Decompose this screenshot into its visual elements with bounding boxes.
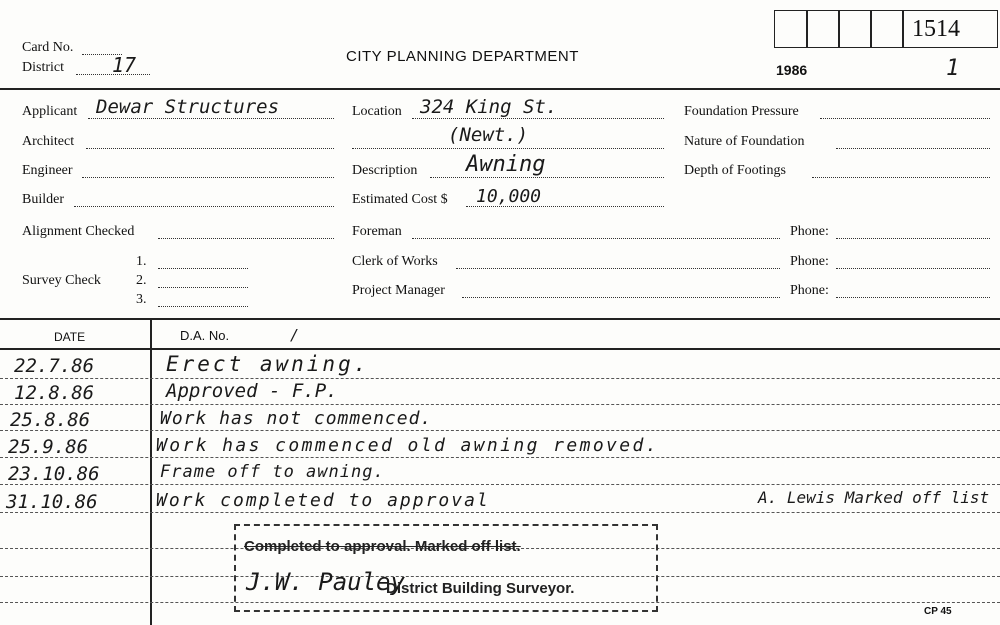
header-rule — [0, 88, 1000, 90]
stamp-completed-text: Completed to approval. Marked off list. — [244, 538, 521, 555]
log-text: Work has commenced old awning removed. — [156, 435, 660, 456]
depth-label: Depth of Footings — [684, 163, 786, 178]
phone-dots-3 — [836, 297, 990, 298]
log-header-rule — [0, 348, 1000, 350]
district-value: 17 — [112, 53, 137, 77]
location-dots — [412, 118, 664, 119]
log-text: Approved - F.P. — [166, 380, 338, 402]
location-value-2: (Newt.) — [448, 124, 529, 146]
cost-value: 10,000 — [476, 186, 542, 207]
location-value: 324 King St. — [420, 96, 558, 118]
log-row-line — [0, 484, 1000, 485]
log-row-line — [0, 378, 1000, 379]
survey-3: 3. — [136, 292, 147, 307]
log-date: 12.8.86 — [14, 382, 95, 404]
completion-stamp — [234, 524, 658, 612]
cost-label: Estimated Cost $ — [352, 192, 448, 207]
phone-dots-2 — [836, 268, 990, 269]
foundation-pressure-label: Foundation Pressure — [684, 104, 799, 119]
applicant-label: Applicant — [22, 104, 78, 119]
log-row-line — [0, 512, 1000, 513]
box-divider — [806, 10, 808, 48]
depth-dots — [812, 177, 990, 178]
log-date: 23.10.86 — [8, 463, 100, 485]
log-text: Frame off to awning. — [160, 462, 385, 482]
alignment-label: Alignment Checked — [22, 224, 135, 239]
survey-1: 1. — [136, 254, 147, 269]
surveyor-signature: J.W. Pauley — [246, 568, 405, 596]
description-value: Awning — [466, 152, 546, 177]
applicant-dots — [88, 118, 334, 119]
applicant-value: Dewar Structures — [96, 96, 280, 118]
department-title: CITY PLANNING DEPARTMENT — [346, 48, 579, 65]
card-no-label: Card No. — [22, 40, 74, 55]
foundation-pressure-dots — [820, 118, 990, 119]
location-dots-2 — [352, 148, 664, 149]
year: 1986 — [776, 62, 808, 78]
nature-label: Nature of Foundation — [684, 134, 805, 149]
clerk-label: Clerk of Works — [352, 254, 438, 269]
log-text: Erect awning. — [166, 352, 370, 376]
clerk-dots — [456, 268, 780, 269]
da-header: D.A. No. — [180, 328, 230, 343]
log-text: Work has not commenced. — [160, 408, 433, 429]
foreman-dots — [412, 238, 780, 239]
date-header: DATE — [54, 330, 86, 344]
box-divider — [902, 10, 904, 48]
log-row-line — [0, 430, 1000, 431]
survey-1-dots — [158, 268, 248, 269]
box-divider — [870, 10, 872, 48]
card-mark: 1 — [946, 56, 960, 81]
log-date: 25.8.86 — [10, 409, 91, 431]
da-value: / — [290, 326, 300, 344]
description-dots — [430, 177, 664, 178]
box-divider — [838, 10, 840, 48]
architect-label: Architect — [22, 134, 75, 149]
card-number: 1514 — [912, 16, 960, 42]
survey-2: 2. — [136, 273, 147, 288]
log-row-line — [0, 404, 1000, 405]
engineer-dots — [82, 177, 334, 178]
foreman-label: Foreman — [352, 224, 402, 239]
pm-label: Project Manager — [352, 283, 445, 298]
phone-label-3: Phone: — [790, 283, 829, 298]
log-date: 31.10.86 — [6, 491, 98, 513]
alignment-dots — [158, 238, 334, 239]
phone-label-2: Phone: — [790, 254, 829, 269]
stamp-surveyor-title: District Building Surveyor. — [386, 580, 575, 597]
card-number-box — [774, 10, 998, 48]
description-label: Description — [352, 163, 418, 178]
form-code: CP 45 — [924, 606, 952, 617]
log-column-divider — [150, 320, 152, 625]
survey-3-dots — [158, 306, 248, 307]
phone-dots-1 — [836, 238, 990, 239]
survey-label: Survey Check — [22, 273, 101, 288]
pm-dots — [462, 297, 780, 298]
log-date: 22.7.86 — [14, 355, 95, 377]
builder-dots — [74, 206, 334, 207]
log-text: Work completed to approval — [156, 490, 490, 511]
log-date: 25.9.86 — [8, 436, 89, 458]
nature-dots — [836, 148, 990, 149]
engineer-label: Engineer — [22, 163, 73, 178]
completion-signature-note: A. Lewis Marked off list — [758, 488, 990, 507]
phone-label-1: Phone: — [790, 224, 829, 239]
district-label: District — [22, 60, 64, 75]
location-label: Location — [352, 104, 402, 119]
log-row-line — [0, 457, 1000, 458]
builder-label: Builder — [22, 192, 64, 207]
survey-2-dots — [158, 287, 248, 288]
architect-dots — [86, 148, 334, 149]
